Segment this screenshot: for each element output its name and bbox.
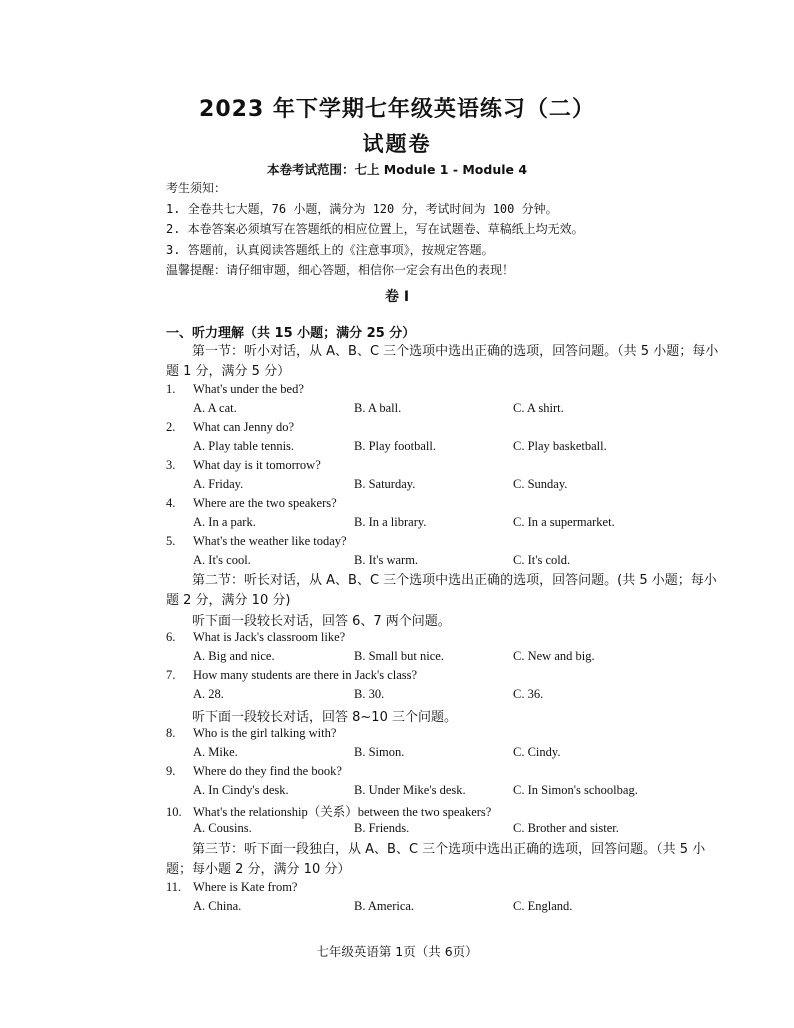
question-text: What's under the bed? bbox=[193, 382, 304, 396]
option-b: B. Small but nice. bbox=[354, 649, 444, 663]
notes-item: 1. 全卷共七大题，76 小题，满分为 120 分，考试时间为 100 分钟。 bbox=[166, 201, 558, 216]
option-c: C. Brother and sister. bbox=[513, 821, 619, 835]
question-text: Who is the girl talking with? bbox=[193, 726, 337, 740]
question bbox=[166, 630, 345, 645]
options-row bbox=[193, 687, 733, 705]
option-a: A. China. bbox=[193, 899, 242, 913]
exam-scope: 本卷考试范围：七上 Module 1 - Module 4 bbox=[266, 162, 528, 177]
exam-title: 2023 年下学期七年级英语练习（二） bbox=[199, 97, 595, 122]
options-row bbox=[193, 477, 733, 495]
option-c: C. In Simon's schoolbag. bbox=[513, 783, 638, 797]
section1-instructions: 第一节：听小对话，从 A、B、C 三个选项中选出正确的选项，回答问题。（共 5 小题；每小题 1 分，满分 5 分） bbox=[166, 344, 719, 379]
page-footer: 七年级英语第 1页（共 6页） bbox=[316, 944, 478, 959]
option-a: A. In a park. bbox=[193, 515, 256, 529]
question bbox=[166, 726, 336, 741]
notes-item: 3. 答题前，认真阅读答题纸上的《注意事项》，按规定答题。 bbox=[166, 242, 494, 257]
option-a: A. Play table tennis. bbox=[193, 439, 295, 453]
question-text: Where do they find the book? bbox=[193, 764, 342, 778]
option-b: B. It's warm. bbox=[354, 553, 419, 567]
question-number: 11. bbox=[166, 880, 182, 894]
question bbox=[166, 420, 294, 435]
question bbox=[166, 534, 347, 549]
option-c: C. Play basketball. bbox=[513, 439, 607, 453]
question-number: 1. bbox=[166, 382, 176, 396]
options-row bbox=[193, 649, 733, 667]
question-number: 6. bbox=[166, 630, 176, 644]
option-a: A. Mike. bbox=[193, 745, 238, 759]
option-b: B. Play football. bbox=[354, 439, 436, 453]
options-row bbox=[193, 899, 733, 917]
option-c: C. It's cold. bbox=[513, 553, 571, 567]
question-number: 8. bbox=[166, 726, 176, 740]
question-number: 5. bbox=[166, 534, 176, 548]
options-row bbox=[193, 515, 733, 533]
section2-subinstruction: 听下面一段较长对话，回答 6、7 两个问题。 bbox=[192, 614, 451, 629]
option-a: A. Cousins. bbox=[193, 821, 252, 835]
option-a: A. Friday. bbox=[193, 477, 244, 491]
option-c: C. In a supermarket. bbox=[513, 515, 615, 529]
volume-heading: 卷 Ⅰ bbox=[384, 289, 410, 305]
question bbox=[166, 668, 417, 683]
option-b: B. Friends. bbox=[354, 821, 410, 835]
option-a: A. Big and nice. bbox=[193, 649, 275, 663]
question-text: What's the relationship（关系）between the two speakers? bbox=[193, 805, 492, 819]
options-row bbox=[193, 783, 733, 801]
notes-item: 2. 本卷答案必须填写在答题纸的相应位置上，写在试题卷、草稿纸上均无效。 bbox=[166, 222, 584, 236]
question-number: 10. bbox=[166, 805, 182, 819]
question-text: Where is Kate from? bbox=[193, 880, 298, 894]
option-a: A. A cat. bbox=[193, 401, 237, 415]
question-text: What day is it tomorrow? bbox=[193, 458, 321, 472]
option-c: C. A shirt. bbox=[513, 401, 564, 415]
option-a: A. 28. bbox=[193, 687, 224, 701]
question bbox=[166, 496, 337, 511]
question-text: Where are the two speakers? bbox=[193, 496, 337, 510]
question-number: 3. bbox=[166, 458, 176, 472]
question-text: How many students are there in Jack's class? bbox=[193, 668, 418, 682]
option-b: B. A ball. bbox=[354, 401, 402, 415]
option-b: B. In a library. bbox=[354, 515, 427, 529]
question-number: 4. bbox=[166, 496, 176, 510]
section3-instructions: 第三节：听下面一段独白，从 A、B、C 三个选项中选出正确的选项，回答问题。（共 5 小题；每小题 2 分，满分 10 分） bbox=[166, 842, 706, 877]
notes-heading: 考生须知： bbox=[166, 181, 227, 195]
option-b: B. 30. bbox=[354, 687, 385, 701]
section2-subinstruction: 听下面一段较长对话，回答 8~10 三个问题。 bbox=[192, 710, 457, 725]
option-b: B. Under Mike's desk. bbox=[354, 783, 466, 797]
part1-heading: 一、听力理解（共 15 小题；满分 25 分） bbox=[166, 326, 416, 341]
option-b: B. Simon. bbox=[354, 745, 405, 759]
question bbox=[166, 880, 297, 895]
question-number: 9. bbox=[166, 764, 176, 778]
option-a: A. It's cool. bbox=[193, 553, 251, 567]
question-text: What's the weather like today? bbox=[193, 534, 347, 548]
options-row bbox=[193, 745, 733, 763]
section2-instructions: 第二节：听长对话，从 A、B、C 三个选项中选出正确的选项，回答问题。(共 5 小题；每小题 2 分，满分 10 分) bbox=[166, 573, 717, 608]
option-c: C. New and big. bbox=[513, 649, 595, 663]
option-a: A. In Cindy's desk. bbox=[193, 783, 289, 797]
option-c: C. Sunday. bbox=[513, 477, 568, 491]
option-b: B. Saturday. bbox=[354, 477, 416, 491]
option-c: C. Cindy. bbox=[513, 745, 561, 759]
question-number: 7. bbox=[166, 668, 176, 682]
options-row bbox=[193, 553, 733, 571]
question bbox=[166, 764, 342, 779]
options-row bbox=[193, 401, 733, 419]
question-number: 2. bbox=[166, 420, 176, 434]
question-text: What is Jack's classroom like? bbox=[193, 630, 346, 644]
question bbox=[166, 802, 491, 820]
question bbox=[166, 382, 304, 397]
question-text: What can Jenny do? bbox=[193, 420, 295, 434]
options-row bbox=[193, 439, 733, 457]
exam-subtitle: 试题卷 bbox=[362, 132, 432, 156]
option-c: C. 36. bbox=[513, 687, 544, 701]
options-row bbox=[193, 821, 733, 839]
option-b: B. America. bbox=[354, 899, 415, 913]
candidate-notes bbox=[166, 178, 584, 281]
question bbox=[166, 458, 321, 473]
notes-reminder: 温馨提醒：请仔细审题，细心答题，相信你一定会有出色的表现！ bbox=[166, 263, 515, 277]
option-c: C. England. bbox=[513, 899, 573, 913]
